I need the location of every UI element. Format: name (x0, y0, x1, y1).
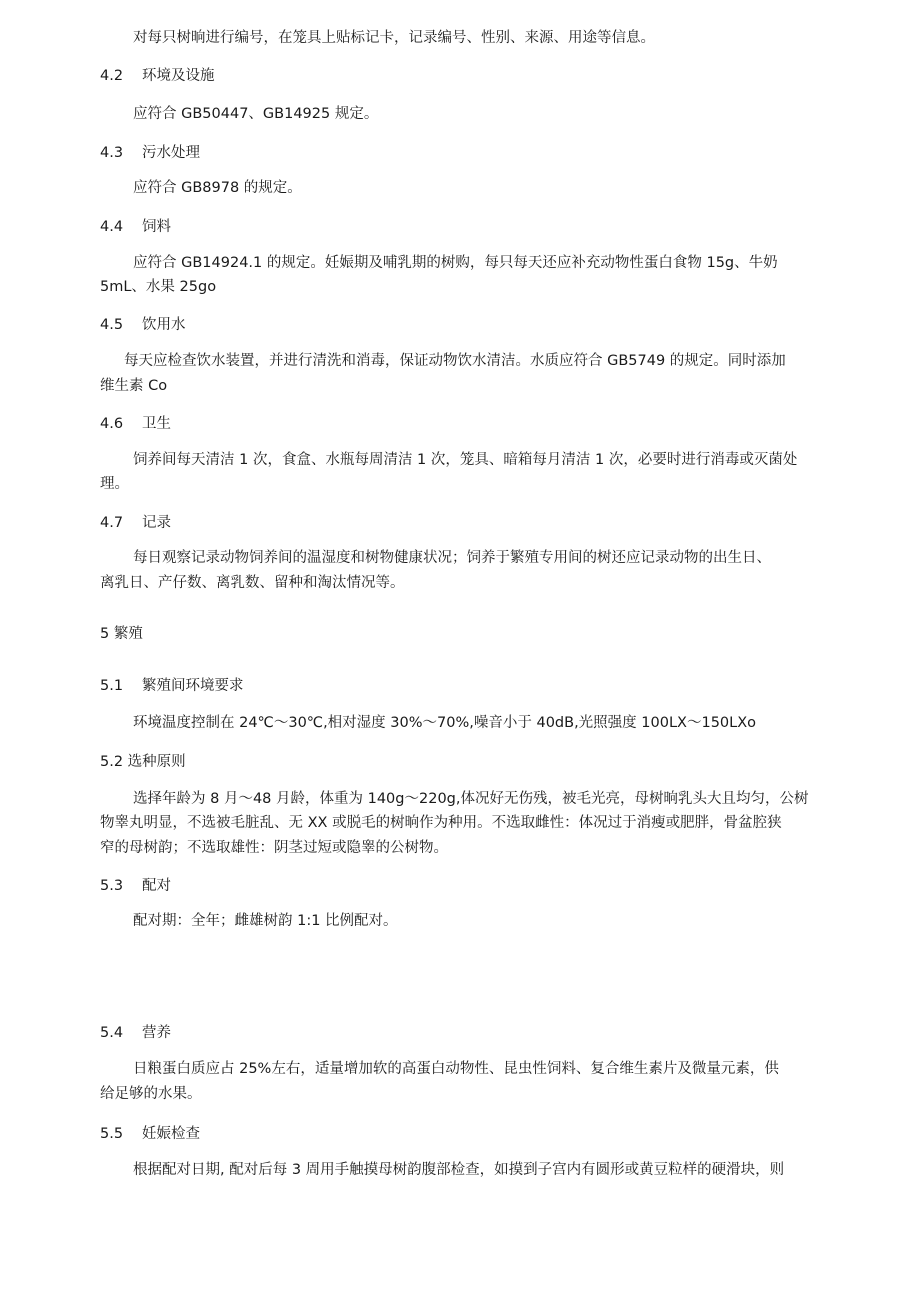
paragraph-4-6-line-2: 理。 (100, 476, 129, 492)
paragraph-5-5-line-1: 根据配对日期, 配对后每 3 周用手触摸母树韵腹部检查，如摸到子宫内有圆形或黄豆粒样的硬滑块，则 (133, 1162, 785, 1178)
paragraph-5-2-line-2: 物睾丸明显，不选被毛脏乱、无 XX 或脱毛的树晌作为种用。不选取雌性：体况过于消瘦或肥胖，骨盆腔狭 (100, 815, 782, 831)
paragraph-4-7-line-2: 离乳日、产仔数、离乳数、留种和淘汰情况等。 (100, 575, 405, 591)
paragraph-4-7-line-1: 每日观察记录动物饲养间的温湿度和树物健康状况；饲养于繁殖专用间的树还应记录动物的出生日、 (133, 550, 771, 566)
paragraph-4-6-line-1: 饲养间每天清洁 1 次，食盒、水瓶每周清洁 1 次，笼具、暗箱每月清洁 1 次，必要时进行消毒或灭菌处 (133, 452, 798, 468)
section-title: 饲料 (142, 219, 171, 235)
section-heading-4-7 (100, 513, 171, 533)
section-title: 卫生 (142, 416, 171, 432)
section-heading-4-6 (100, 414, 171, 434)
section-title: 妊娠检查 (142, 1126, 200, 1142)
section-number: 4.7 (100, 515, 124, 531)
paragraph-5-4-line-1: 日粮蛋白质应占 25%左右，适量增加软的高蛋白动物性、昆虫性饲料、复合维生素片及微量元素，供 (133, 1061, 779, 1077)
section-number: 4.2 (100, 68, 124, 84)
paragraph-5-1: 环境温度控制在 24℃～30℃,相对湿度 30%～70%,噪音小于 40dB,光照强度 100LX～150LXo (133, 715, 757, 731)
section-number: 4.3 (100, 145, 124, 161)
section-number: 4.4 (100, 219, 124, 235)
section-heading-5-4 (100, 1023, 171, 1043)
section-title: 环境及设施 (142, 68, 215, 84)
section-heading-5: 5 繁殖 (100, 626, 143, 642)
section-number: 4.5 (100, 317, 124, 333)
section-number: 5.1 (100, 678, 124, 694)
paragraph-4-3: 应符合 GB8978 的规定。 (133, 180, 302, 196)
section-heading-4-2 (100, 66, 215, 86)
section-title: 营养 (142, 1025, 171, 1041)
section-heading-4-5 (100, 315, 186, 335)
paragraph-5-2-line-1: 选择年龄为 8 月～48 月龄，体重为 140g～220g,体况好无伤残，被毛光亮，母树晌乳头大且均匀，公树 (133, 791, 809, 807)
intro-paragraph: 对每只树晌进行编号，在笼具上贴标记卡，记录编号、性别、来源、用途等信息。 (133, 30, 655, 46)
paragraph-5-4-line-2: 给足够的水果。 (100, 1086, 202, 1102)
paragraph-5-3: 配对期：全年；雌雄树韵 1:1 比例配对。 (133, 913, 398, 929)
paragraph-4-2: 应符合 GB50447、GB14925 规定。 (133, 106, 379, 122)
section-title: 配对 (142, 878, 171, 894)
section-heading-5-3 (100, 876, 171, 896)
section-number: 5.4 (100, 1025, 124, 1041)
section-title: 污水处理 (142, 145, 200, 161)
section-heading-5-5 (100, 1124, 200, 1144)
section-title: 繁殖间环境要求 (142, 678, 244, 694)
paragraph-5-2-line-3: 窄的母树韵；不选取雄性：阴茎过短或隐睾的公树物。 (100, 840, 448, 856)
section-heading-4-4 (100, 217, 171, 237)
section-heading-5-1 (100, 676, 244, 696)
paragraph-4-5-line-1: 每天应检查饮水装置，并进行清洗和消毒，保证动物饮水清洁。水质应符合 GB5749 的规定。同时添加 (124, 353, 786, 369)
section-number: 5.3 (100, 878, 124, 894)
paragraph-4-4-line-2: 5mL、水果 25go (100, 279, 217, 295)
section-number: 5.5 (100, 1126, 124, 1142)
paragraph-4-4-line-1: 应符合 GB14924.1 的规定。妊娠期及哺乳期的树购，每只每天还应补充动物性蛋白食物 15g、牛奶 (133, 255, 778, 271)
section-title: 饮用水 (142, 317, 186, 333)
section-heading-4-3 (100, 143, 200, 163)
section-title: 记录 (142, 515, 171, 531)
section-number: 4.6 (100, 416, 124, 432)
section-heading-5-2: 5.2 选种原则 (100, 754, 186, 770)
paragraph-4-5-line-2: 维生素 Co (100, 378, 168, 394)
